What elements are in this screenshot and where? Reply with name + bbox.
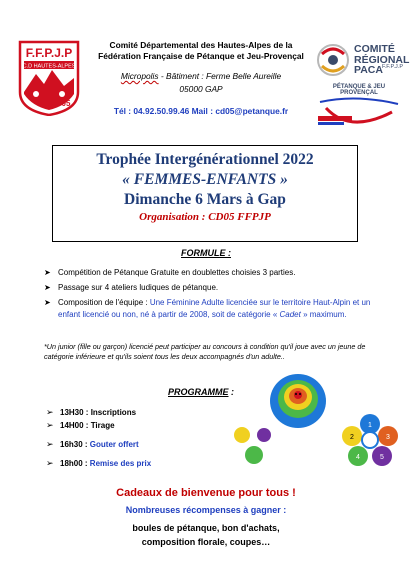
svg-text:3: 3 <box>386 434 390 441</box>
programme-item <box>46 421 246 430</box>
programme-time: 13H30 : <box>60 408 91 417</box>
programme-item <box>46 408 246 417</box>
petanque-balls-icon <box>232 425 276 467</box>
flower-target-icon <box>338 410 402 470</box>
title-line-3: Dimanche 6 Mars à Gap <box>124 191 286 208</box>
programme-item <box>46 459 246 468</box>
paca-swoosh-icon <box>316 94 402 134</box>
org-line-2: Fédération Française de Pétanque et Jeu-Provençal <box>98 51 304 61</box>
org-line-1: Comité Départemental des Hautes-Alpes de la <box>109 40 293 50</box>
formule-item-2-text: Passage sur 4 ateliers ludiques de pétanque. <box>58 283 219 293</box>
formule-item-1-text: Compétition de Pétanque Gratuite en doublettes choisies 3 parties. <box>58 268 296 277</box>
header-address-block <box>92 40 310 117</box>
programme-label: Inscriptions <box>90 408 137 417</box>
title-line-1: Trophée Intergénérationnel 2022 <box>96 151 314 168</box>
postcode: 05000 GAP <box>179 84 223 94</box>
programme-heading-text: PROGRAMME <box>168 387 229 397</box>
programme-time: 14H00 : <box>60 421 91 430</box>
programme-heading-suffix: : <box>228 387 234 397</box>
svg-text:2: 2 <box>350 434 354 441</box>
address-underlined: Micropolis <box>120 71 159 81</box>
svg-text:4: 4 <box>356 454 360 461</box>
chevron-right-icon: ➢ <box>46 420 54 430</box>
recompenses-line: Nombreuses récompenses à gagner : <box>125 505 287 515</box>
event-title-box <box>52 145 358 242</box>
logo-left-num: 05 <box>61 99 71 108</box>
prizes-line-1: boules de pétanque, bon d'achats, <box>132 523 280 533</box>
bullet-arrow-icon: ➤ <box>44 268 51 277</box>
chevron-right-icon: ➢ <box>46 439 54 449</box>
contact-line: Tél : 04.92.50.99.46 Mail : cd05@petanque.fr <box>113 106 289 116</box>
logo-right-sub: F.F.P.J.P <box>382 64 403 70</box>
logo-right-title-2: RÉGIONAL <box>354 53 410 66</box>
target-icon <box>268 372 328 430</box>
address-line <box>92 71 310 82</box>
programme-time: 18h00 : <box>60 459 90 468</box>
formule-item-3-blue: Une Féminine Adulte licenciée sur le territoire Haut-Alpin et un enfant licencié ou non, né à partir de 2008, soit de catégorie « <box>58 298 371 319</box>
logo-left-text: F.F.P.J.P <box>25 46 73 60</box>
logo-right-title-1: COMITÉ <box>354 43 395 55</box>
comite-regional-paca-logo <box>316 40 410 136</box>
logo-right-bottom: PÉTANQUE & JEU PROVENÇAL <box>332 84 386 96</box>
prizes-list <box>0 521 412 549</box>
programme-heading <box>168 387 234 397</box>
programme-label: Tirage <box>90 421 115 430</box>
bullet-arrow-icon: ➤ <box>44 283 51 293</box>
programme-time: 16h30 : <box>60 440 90 449</box>
formule-item-3-cadet: Cadet <box>279 309 301 319</box>
title-line-2: « FEMMES-ENFANTS » <box>122 171 288 188</box>
svg-text:5: 5 <box>380 454 384 461</box>
formule-item-3-prefix: Composition de l'équipe : <box>58 298 150 308</box>
paca-emblem-icon <box>316 40 352 82</box>
title-organisation: Organisation : CD05 FFPJP <box>139 211 271 223</box>
formule-heading: FORMULE : <box>181 248 231 258</box>
programme-item <box>46 440 246 449</box>
address-rest: - Bâtiment : Ferme Belle Aureille <box>158 71 282 81</box>
svg-text:1: 1 <box>368 422 372 429</box>
programme-label: Remise des prix <box>89 459 152 468</box>
chevron-right-icon: ➢ <box>46 458 54 468</box>
formule-item-1 <box>44 267 374 278</box>
programme-list <box>46 408 246 468</box>
logo-right-title-3: PACA <box>354 64 383 76</box>
cadeaux-heading: Cadeaux de bienvenue pour tous ! <box>116 487 296 499</box>
formule-list <box>44 267 374 324</box>
chevron-right-icon: ➢ <box>46 407 54 417</box>
formule-item-2 <box>44 282 374 293</box>
formule-item-3-end: » maximum. <box>300 309 347 319</box>
prizes-line-2: composition florale, coupes… <box>141 537 271 547</box>
logo-left-sub: C.D HAUTES-ALPES <box>22 63 76 70</box>
junior-note: *Un junior (fille ou garçon) licencié peut participer au concours à condition qu'il joue avec un jeune de catégorie inférieure et qu'ils soient tous les deux accompagnés d'un adulte.. <box>44 342 366 361</box>
logo-right-title <box>354 44 409 76</box>
ffpjp-logo <box>18 40 80 116</box>
formule-item-3 <box>44 297 374 319</box>
programme-label: Gouter offert <box>89 440 139 449</box>
bullet-arrow-icon: ➤ <box>44 298 51 308</box>
